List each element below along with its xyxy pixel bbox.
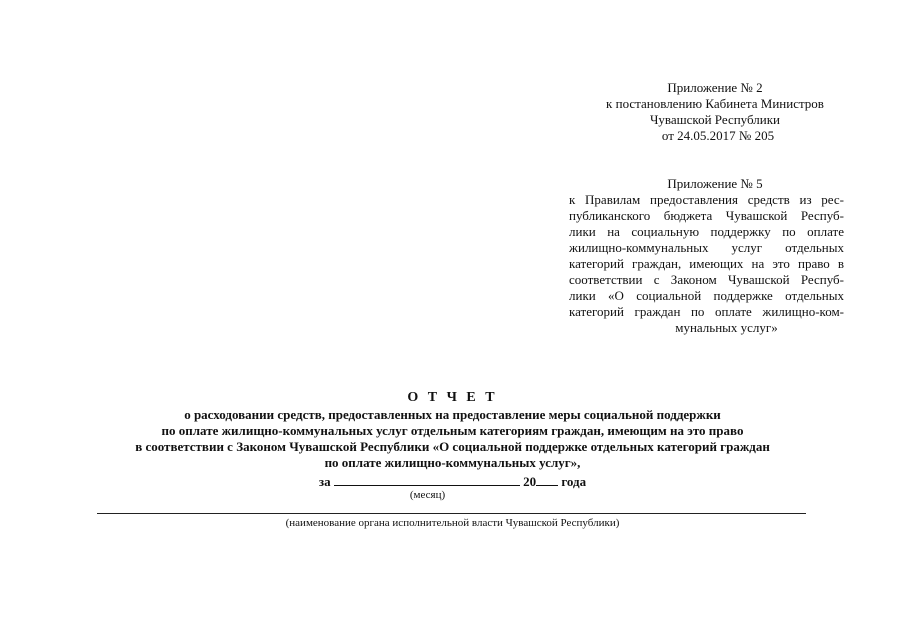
org-name-blank[interactable] bbox=[97, 513, 806, 514]
report-subtitle bbox=[0, 407, 905, 471]
appendix-2-line: Чувашской Республики bbox=[649, 112, 781, 127]
appendix-5-line: категорий граждан по оплате жилищно-ком- bbox=[569, 304, 844, 319]
appendix-5-line: мунальных услуг» bbox=[675, 320, 778, 335]
appendix-5-line: соответствии с Законом Чувашской Респуб- bbox=[569, 272, 844, 287]
report-subtitle-line: о расходовании средств, предоставленных на предоставление меры социальной поддержки bbox=[184, 407, 721, 422]
appendix-5-line: лики на социальную поддержку по оплате bbox=[569, 224, 844, 239]
appendix-5-line: к Правилам предоставления средств из рес- bbox=[569, 192, 844, 207]
appendix-5-line: лики «О социальной поддержке отдельных bbox=[569, 288, 844, 303]
period-prefix: за bbox=[318, 474, 331, 489]
period-year-prefix: 20 bbox=[523, 474, 537, 489]
month-blank[interactable] bbox=[334, 474, 520, 486]
month-hint: (месяц) bbox=[409, 489, 446, 501]
report-subtitle-line: по оплате жилищно-коммунальных услуг отдельным категориям граждан, имеющим на это право bbox=[161, 423, 744, 438]
appendix-2-line: от 24.05.2017 № 205 bbox=[661, 128, 775, 143]
appendix-5-body bbox=[569, 192, 844, 336]
year-blank[interactable] bbox=[536, 474, 558, 486]
org-hint: (наименование органа исполнительной власти Чувашской Республики) bbox=[285, 517, 620, 529]
period-suffix: года bbox=[561, 474, 587, 489]
report-subtitle-line: по оплате жилищно-коммунальных услуг», bbox=[324, 455, 581, 470]
appendix-2-line: Приложение № 2 bbox=[667, 80, 763, 95]
appendix-5-line: категорий граждан, имеющих на это право в bbox=[569, 256, 844, 271]
appendix-5-line: жилищно-коммунальных услуг отдельных bbox=[569, 240, 844, 255]
report-subtitle-line: в соответствии с Законом Чувашской Республики «О социальной поддержке отдельных категорий граждан bbox=[135, 439, 770, 454]
appendix-5-title: Приложение № 5 bbox=[667, 176, 763, 191]
appendix-5-line: публиканского бюджета Чувашской Респуб- bbox=[569, 208, 844, 223]
report-title: О Т Ч Е Т bbox=[407, 390, 498, 405]
appendix-2-line: к постановлению Кабинета Министров bbox=[606, 96, 824, 111]
appendix-2-header bbox=[585, 80, 845, 144]
